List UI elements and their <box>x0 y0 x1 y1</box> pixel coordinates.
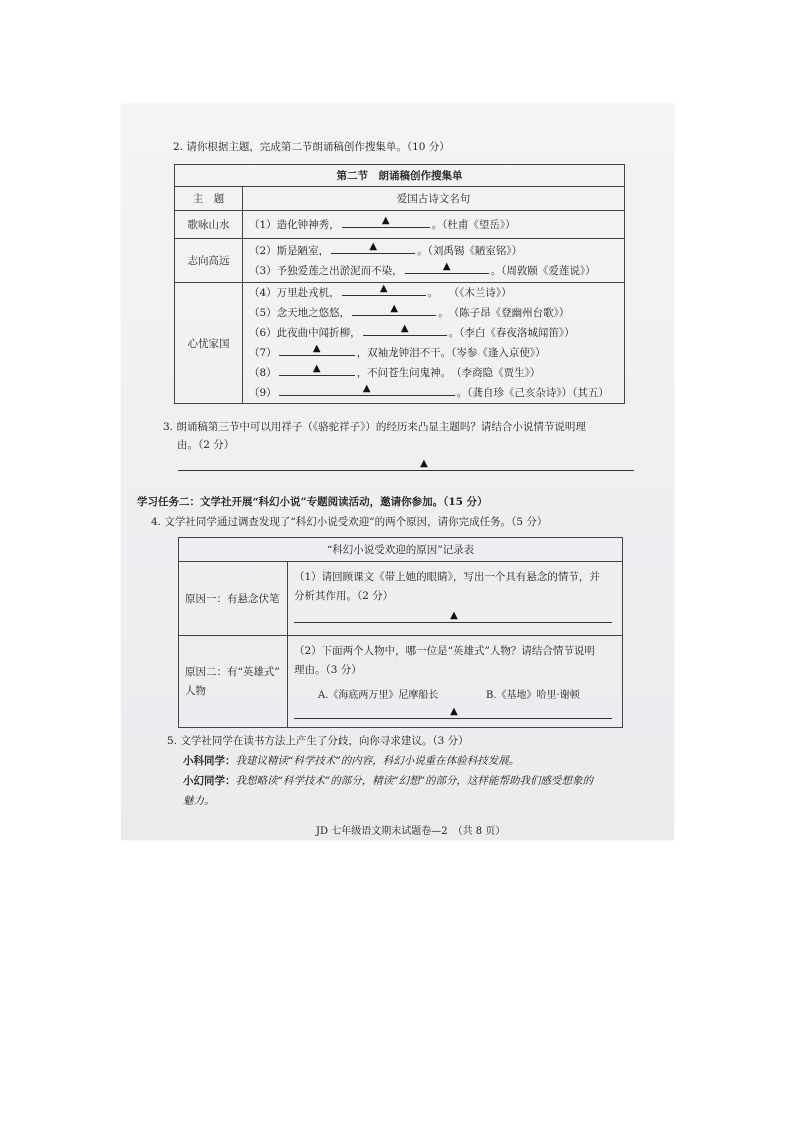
reason-2: 原因二：有“英雄式” 人物 <box>179 636 288 728</box>
answer-blank-2[interactable]: ▲ <box>331 242 415 254</box>
q2-table <box>174 164 625 404</box>
theme-patriotism: 心忧家国 <box>175 283 243 404</box>
q4-prompt: 4. 文学社同学通过调查发现了“科幻小说受欢迎”的两个原因，请你完成任务。（5 分） <box>151 516 548 528</box>
answer-blank-6[interactable]: ▲ <box>363 324 447 336</box>
exam-page <box>121 104 674 840</box>
q2-table-title: 第二节 朗诵稿创作搜集单 <box>175 165 625 187</box>
reason-1-task: （1）请回顾课文《带上她的眼睛》，写出一个具有悬念的情节，并 分析其作用。（2 分） ▲ <box>288 562 623 636</box>
theme-landscape: 歌咏山水 <box>175 211 243 239</box>
q2-col-content: 爱国古诗文名句 <box>243 187 625 211</box>
q2-col-theme: 主 题 <box>175 187 243 211</box>
q3-answer-line[interactable]: ▲ <box>178 470 634 471</box>
answer-blank-1[interactable]: ▲ <box>342 216 430 228</box>
q4-1-answer-line[interactable]: ▲ <box>294 622 612 623</box>
answer-blank-5[interactable]: ▲ <box>352 304 436 316</box>
xiaohuan-statement: 小幻同学：我想略读“科学技术”的部分，精读“幻想”的部分，这样能帮助我们感受想象的 <box>183 775 593 787</box>
q2-prompt: 2. 请你根据主题，完成第二节朗诵稿创作搜集单。（10 分） <box>173 141 450 153</box>
theme-ambition-lines: （2）斯是陋室， ▲ 。（刘禹锡《陋室铭》） （3）予独爱莲之出淤泥而不染， ▲ 。（周敦颐《爱莲说》） <box>243 239 625 283</box>
task2-heading: 学习任务二：文学社开展“科幻小说”专题阅读活动，邀请你参加。（15 分） <box>137 496 488 508</box>
answer-blank-4[interactable]: ▲ <box>342 284 426 296</box>
q3-line1: 3. 朗诵稿第三节中可以用祥子（《骆驼祥子》）的经历来凸显主题吗？请结合小说情节说明理 <box>163 421 586 433</box>
reason-1: 原因一：有悬念伏笔 <box>179 562 288 636</box>
reason-2-task: （2）下面两个人物中，哪一位是“英雄式”人物？请结合情节说明 理由。（3 分） A.《海底两万里》尼摩船长 B.《基地》哈里·谢顿 ▲ <box>288 636 623 728</box>
page-footer: JD 七年级语文期末试题卷—2 （共 8 页） <box>316 826 506 837</box>
theme-ambition: 志向高远 <box>175 239 243 283</box>
q4-2-answer-line[interactable]: ▲ <box>294 718 612 719</box>
answer-blank-8[interactable]: ▲ <box>279 364 355 376</box>
theme-landscape-lines: （1）造化钟神秀， ▲ 。（杜甫《望岳》） <box>243 211 625 239</box>
answer-blank-3[interactable]: ▲ <box>405 262 489 274</box>
xiaohuan-statement-cont: 魅力。 <box>183 795 215 807</box>
q3-line2: 由。（2 分） <box>177 439 235 451</box>
option-b: B.《基地》哈里·谢顿 <box>486 690 580 701</box>
answer-blank-9[interactable]: ▲ <box>279 384 455 396</box>
xiaoke-statement: 小科同学：我建议精读“科学技术”的内容，科幻小说重在体验科技发展。 <box>183 755 520 767</box>
theme-patriotism-lines: （4）万里赴戎机， ▲ 。 （《木兰诗》） （5）念天地之悠悠， ▲ 。 （陈子昂《登幽州台歌》） （6）此夜曲中闻折柳， ▲ 。（李白《春夜洛城闻笛》） （7） ▲ ，双袖龙钟泪不干。（岑参《逢入京使》） （8） ▲ ，不问苍生问鬼神。 （李商隐《贾生》） （9） ▲ 。（龚自珍《己亥杂诗》）（其五） <box>243 283 625 404</box>
q4-table-title: “科幻小说受欢迎的原因”记录表 <box>179 538 623 562</box>
answer-blank-7[interactable]: ▲ <box>279 344 355 356</box>
q5-prompt: 5. 文学社同学在读书方法上产生了分歧，向你寻求建议。（3 分） <box>167 735 469 747</box>
option-a: A.《海底两万里》尼摩船长 <box>318 690 439 701</box>
q4-table <box>178 537 623 728</box>
